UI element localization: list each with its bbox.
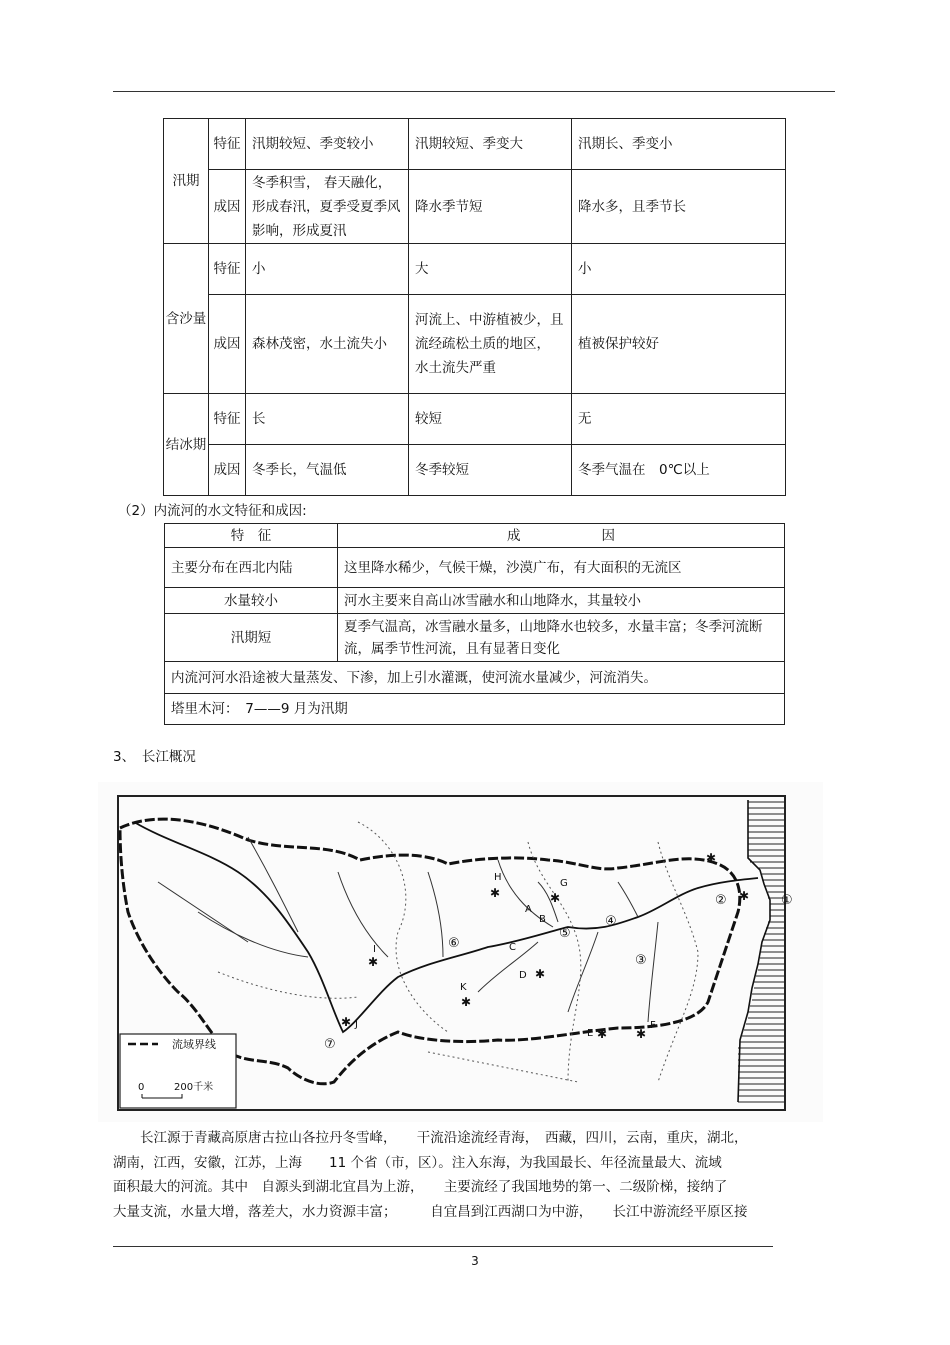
legend-label: 流域界线: [172, 1038, 216, 1051]
map-marker-6: ⑥: [448, 936, 460, 951]
city-icon: ✱: [368, 955, 379, 969]
table-cell: 汛期长、季变小: [572, 119, 786, 170]
table-note: 内流河河水沿途被大量蒸发、下渗，加上引水灌溉，使河流水量减少，河流消失。: [165, 662, 785, 694]
paragraph-line: 长江源于青藏高原唐古拉山各拉丹冬雪峰， 干流沿途流经青海， 西藏，四川，云南，重庆，湖北，: [113, 1130, 748, 1146]
city-icon: ✱: [636, 1027, 647, 1041]
char-label: 特征: [209, 244, 246, 295]
paragraph-line: 湖南，江西，安徽，江苏，上海 11 个省（市，区）。注入东海，为我国最长、年径流量最大、流域: [113, 1154, 722, 1171]
table-cell: 汛期较短、季变大: [409, 119, 572, 170]
map-label-J: J: [355, 1019, 358, 1030]
map-label-E: E: [587, 1028, 594, 1039]
table-cell: 这里降水稀少，气候干燥，沙漠广布，有大面积的无流区: [338, 548, 785, 588]
table-cell: 大: [409, 244, 572, 295]
body-paragraph: [113, 1126, 838, 1224]
table-cell: 植被保护较好: [572, 295, 786, 394]
map-marker-5: ⑤: [559, 926, 571, 941]
table-header-cell: 成 因: [338, 524, 785, 548]
map-label-I: I: [373, 944, 376, 955]
city-icon: ✱: [550, 891, 561, 905]
tributary-line: [248, 837, 298, 932]
table-cell: 冬季长，气温低: [246, 445, 409, 496]
scale-zero-label: 0: [138, 1082, 145, 1093]
map-label-F: F: [650, 1020, 656, 1031]
map-label-D: D: [519, 970, 527, 981]
paragraph-line: 面积最大的河流。其中 自源头到湖北宜昌为上游， 主要流经了我国地势的第一、二级阶梯，接纳了: [113, 1179, 728, 1195]
province-boundary: [528, 842, 581, 1082]
table-note: 塔里木河： 7——9 月为汛期: [165, 694, 785, 725]
table-cell: 降水季节短: [409, 170, 572, 244]
cause-label: 成因: [209, 295, 246, 394]
tributary-line: [428, 872, 443, 957]
yangtze-basin-map: [98, 782, 823, 1122]
map-marker-2: ②: [715, 893, 727, 908]
section-title: 3、 长江概况: [113, 749, 196, 765]
row-group-label: 汛期: [164, 119, 209, 244]
tributary-line: [158, 882, 248, 942]
province-boundary: [428, 1052, 578, 1082]
table-cell: 降水多，且季节长: [572, 170, 786, 244]
table-cell: 小: [246, 244, 409, 295]
city-icon: ✱: [461, 995, 472, 1009]
table-cell: 冬季气温在 0℃以上: [572, 445, 786, 496]
yangtze-main-stream: [134, 822, 758, 1032]
cause-label: 成因: [209, 445, 246, 496]
tributary-line: [478, 942, 538, 992]
map-label-K: K: [460, 982, 467, 993]
char-label: 特征: [209, 394, 246, 445]
table-cell: 汛期短: [165, 614, 338, 662]
province-boundary: [658, 842, 698, 1082]
scale-label: 200千米: [174, 1082, 214, 1093]
table-cell: 汛期较短、季变较小: [246, 119, 409, 170]
char-label: 特征: [209, 119, 246, 170]
table-cell: 小: [572, 244, 786, 295]
tributary-line: [338, 872, 388, 957]
city-icon: ✱: [535, 967, 546, 981]
table-cell: 无: [572, 394, 786, 445]
map-marker-7: ⑦: [324, 1037, 336, 1052]
row-group-label: 结冰期: [164, 394, 209, 496]
map-marker-4: ④: [605, 914, 617, 929]
table-cell: 冬季积雪， 春天融化，形成春汛，夏季受夏季风影响，形成夏汛: [246, 170, 409, 244]
tributary-line: [648, 922, 658, 1022]
table-cell: 水量较小: [165, 588, 338, 614]
map-label-A: A: [525, 904, 532, 915]
map-marker-1: ①: [781, 893, 793, 908]
cause-label: 成因: [209, 170, 246, 244]
city-icon: ✱: [490, 886, 501, 900]
map-label-B: B: [539, 914, 546, 925]
map-label-C: C: [509, 942, 516, 953]
table-cell: 冬季较短: [409, 445, 572, 496]
inland-river-table: [164, 523, 785, 725]
table-cell: 较短: [409, 394, 572, 445]
table-cell: 河流上、中游植被少，且流经疏松土质的地区， 水土流失严重: [409, 295, 572, 394]
coastline: [738, 800, 770, 1102]
subsection-title: （2）内流河的水文特征和成因:: [118, 503, 307, 519]
city-icon: ✱: [739, 889, 750, 903]
row-group-label: 含沙量: [164, 244, 209, 394]
city-icon: ✱: [706, 851, 717, 865]
city-icon: ✱: [341, 1015, 352, 1029]
table-cell: 森林茂密，水土流失小: [246, 295, 409, 394]
sea-hatching: [738, 802, 784, 1102]
table-cell: 长: [246, 394, 409, 445]
tributary-line: [618, 882, 638, 917]
footer-rule: [113, 1246, 773, 1247]
province-boundary: [358, 822, 448, 1032]
table-cell: 主要分布在西北内陆: [165, 548, 338, 588]
map-label-H: H: [494, 872, 502, 883]
tributary-line: [568, 932, 598, 1012]
province-boundary: [218, 972, 358, 998]
map-label-G: G: [560, 878, 568, 889]
map-legend: [120, 1034, 236, 1108]
page-number: 3: [471, 1254, 479, 1268]
outflow-river-table: [163, 118, 786, 496]
city-icon: ✱: [597, 1027, 608, 1041]
paragraph-line: 大量支流，水量大增，落差大，水力资源丰富； 自宜昌到江西湖口为中游， 长江中游流经平原区接: [113, 1203, 748, 1220]
table-cell: 河水主要来自高山冰雪融水和山地降水，其量较小: [338, 588, 785, 614]
table-header-cell: 特 征: [165, 524, 338, 548]
map-marker-3: ③: [635, 953, 647, 968]
table-cell: 夏季气温高，冰雪融水量多，山地降水也较多，水量丰富；冬季河流断流，属季节性河流，且有显著日变化: [338, 614, 785, 662]
header-rule: [113, 91, 835, 92]
